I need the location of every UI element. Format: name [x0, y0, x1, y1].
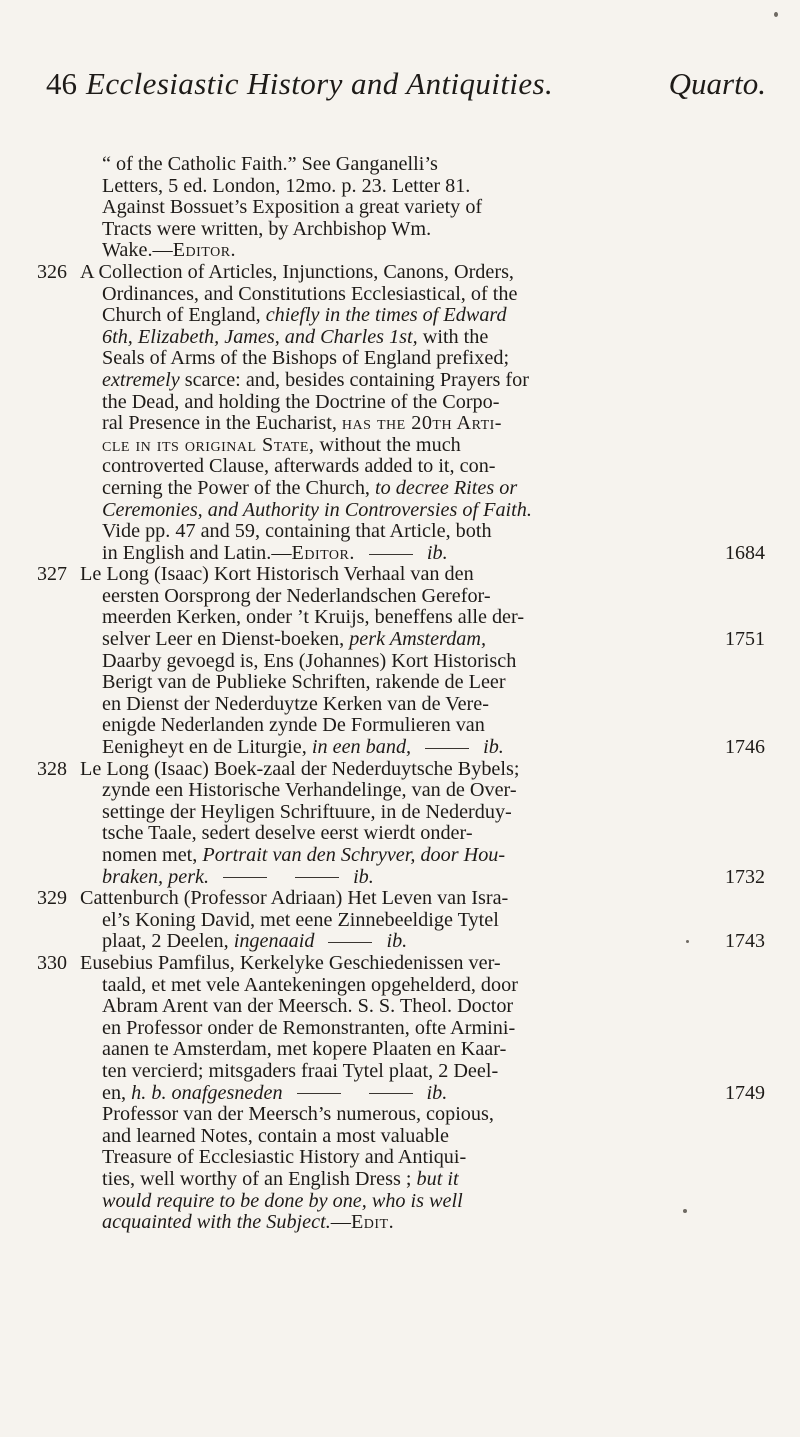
text-segment: braken, perk.	[102, 865, 210, 888]
text-segment: cerning the Power of the Church,	[102, 476, 376, 499]
text-segment: perk Amsterdam,	[349, 628, 487, 651]
text-segment: in een band,	[311, 736, 412, 759]
text-line	[0, 327, 800, 349]
text-segment: cle in its original State,	[102, 433, 315, 456]
text-line	[0, 759, 800, 781]
line-text	[102, 392, 499, 414]
line-text	[102, 586, 491, 608]
text-line	[0, 500, 800, 522]
text-segment: ingenaaid	[233, 930, 315, 953]
line-text	[102, 478, 517, 500]
text-segment: en Professor onder de Remonstranten, ofte Armini-	[102, 1016, 516, 1039]
line-text	[102, 435, 461, 457]
text-segment: with the	[417, 325, 489, 348]
text-segment: 6th, Elizabeth, James, and Charles 1st,	[102, 325, 418, 348]
text-segment: nomen met,	[102, 844, 203, 866]
text-segment: ib.	[386, 930, 408, 953]
entry-number: 328	[37, 757, 67, 780]
text-segment: tsche Taale, sedert deselve eerst wierdt onder-	[102, 822, 473, 845]
entry-number: 329	[37, 887, 67, 910]
text-segment: Berigt van de Publieke Schriften, rakende de Leer	[102, 671, 506, 694]
line-text	[80, 564, 474, 586]
text-segment: the Dead, and holding the Doctrine of the Corpo-	[102, 390, 500, 413]
line-text	[80, 759, 519, 781]
text-line	[0, 1018, 800, 1040]
line-text	[102, 780, 517, 802]
text-segment: ties, well worthy of an English Dress ;	[102, 1167, 417, 1190]
line-text	[102, 1191, 463, 1213]
text-segment: enigde Nederlanden zynde De Formulieren van	[102, 714, 485, 737]
text-segment: ten vercierd; mitsgaders fraai Tytel plaat, 2 Deel-	[102, 1059, 499, 1082]
line-text	[102, 521, 492, 543]
text-segment: plaat, 2 Deelen,	[102, 930, 234, 953]
line-text	[102, 1061, 498, 1083]
text-line	[0, 370, 800, 392]
text-segment: —	[330, 1211, 351, 1234]
text-segment: Editor.	[291, 541, 355, 564]
line-text	[102, 823, 473, 845]
text-segment: selver Leer en Dienst-boeken,	[102, 628, 350, 651]
line-text	[102, 651, 516, 673]
line-text	[102, 413, 502, 435]
text-segment: ib.	[426, 1081, 448, 1104]
line-text	[102, 1018, 515, 1040]
catalogue-entries	[0, 154, 800, 1234]
text-segment: Edit.	[350, 1211, 395, 1234]
text-line	[0, 780, 800, 802]
entry-number: 330	[37, 951, 67, 974]
text-line	[0, 1039, 800, 1061]
text-segment: Vide pp. 47 and 59, containing that Article, both	[102, 520, 492, 543]
text-segment: Tracts were written, by Archbishop Wm.	[102, 217, 432, 240]
text-line	[0, 672, 800, 694]
entry-number: 327	[37, 563, 67, 586]
text-line	[0, 867, 800, 889]
text-segment: would require to be done by one, who is well	[102, 1189, 463, 1212]
text-segment: “ of the Catholic Faith.” See Ganganelli’s	[102, 153, 438, 175]
text-segment: Le Long (Isaac) Kort Historisch Verhaal van den	[80, 563, 474, 586]
text-segment: to decree Rites or	[375, 476, 518, 499]
running-title: Ecclesiastic History and Antiquities.	[86, 66, 554, 101]
line-text	[102, 1039, 506, 1061]
text-segment: Wake.—	[102, 239, 173, 262]
text-segment: without the much	[314, 433, 461, 456]
line-text	[102, 672, 506, 694]
line-text	[102, 931, 407, 953]
text-line	[0, 413, 800, 435]
text-line	[0, 888, 800, 910]
text-line	[0, 521, 800, 543]
line-text	[102, 154, 438, 176]
rule-dash	[369, 554, 413, 555]
line-text	[102, 715, 485, 737]
line-text	[102, 500, 532, 522]
text-line	[0, 564, 800, 586]
text-segment: Ceremonies, and Authority in Controversies of Faith.	[102, 498, 532, 521]
text-segment: ib.	[483, 736, 504, 759]
line-text	[102, 1169, 459, 1191]
line-text	[102, 284, 517, 306]
text-line	[0, 1212, 800, 1234]
text-line	[0, 823, 800, 845]
text-segment: el’s Koning David, met eene Zinnebeeldige Tytel	[102, 908, 499, 931]
text-segment: scarce: and, besides containing Prayers for	[179, 368, 529, 391]
text-segment: ib.	[353, 865, 374, 888]
line-text	[80, 262, 514, 284]
text-segment: acquainted with the Subject.	[102, 1211, 331, 1234]
text-line	[0, 435, 800, 457]
text-line	[0, 953, 800, 975]
text-segment: settinge der Heyligen Schriftuure, in de Nederduy-	[102, 800, 512, 823]
text-segment: in English and Latin.—	[102, 541, 292, 564]
text-segment: Church of England,	[102, 304, 266, 327]
text-segment: h. b. onafgesneden	[131, 1081, 283, 1104]
text-line	[0, 456, 800, 478]
text-line	[0, 737, 800, 759]
text-line	[0, 284, 800, 306]
line-text	[102, 867, 374, 889]
line-text	[102, 910, 499, 932]
margin-speck	[774, 12, 778, 17]
text-segment: chiefly in the times of Edward	[265, 304, 507, 327]
text-segment: eersten Oorsprong der Nederlandschen Gerefor-	[102, 584, 491, 607]
rule-dash	[369, 1093, 413, 1094]
text-segment: ral Presence in the Eucharist,	[102, 412, 342, 435]
rule-dash	[295, 877, 339, 878]
line-text	[102, 240, 236, 262]
text-segment: meerden Kerken, onder ’t Kruijs, beneffens alle der-	[102, 606, 525, 629]
entry-date: 1743	[725, 930, 765, 953]
text-segment: Eusebius Pamfilus, Kerkelyke Geschiedenissen ver-	[80, 951, 501, 974]
text-line	[0, 1169, 800, 1191]
text-segment: Professor van der Meersch’s numerous, copious,	[102, 1103, 494, 1126]
text-line	[0, 651, 800, 673]
text-line	[0, 240, 800, 262]
margin-speck	[683, 1209, 687, 1213]
text-segment: Cattenburch (Professor Adriaan) Het Leven van Isra-	[80, 887, 509, 910]
text-line	[0, 1126, 800, 1148]
text-segment: controverted Clause, afterwards added to it, con-	[102, 455, 496, 478]
text-segment: and learned Notes, contain a most valuable	[102, 1124, 449, 1147]
text-line	[0, 1061, 800, 1083]
text-segment: but it	[416, 1167, 459, 1190]
rule-dash	[223, 877, 267, 878]
entry-date: 1751	[725, 628, 765, 651]
line-text	[102, 219, 431, 241]
line-text	[102, 996, 513, 1018]
text-line	[0, 996, 800, 1018]
text-segment: Le Long (Isaac) Boek-zaal der Nederduytsche Bybels;	[80, 757, 520, 780]
text-line	[0, 607, 800, 629]
text-line	[0, 1083, 800, 1105]
line-text	[102, 802, 512, 824]
text-segment: Treasure of Ecclesiastic History and Antiqui-	[102, 1146, 467, 1169]
rule-dash	[328, 942, 372, 943]
line-text	[102, 975, 518, 997]
text-segment: A Collection of Articles, Injunctions, Canons, Orders,	[80, 260, 514, 283]
entry-date: 1746	[725, 736, 765, 759]
text-line	[0, 910, 800, 932]
text-line	[0, 348, 800, 370]
text-line	[0, 154, 800, 176]
line-text	[102, 305, 507, 327]
text-segment: ib.	[426, 541, 448, 564]
line-text	[102, 607, 524, 629]
text-segment: Editor.	[172, 239, 237, 262]
text-segment: Eenigheyt en de Liturgie,	[102, 736, 312, 759]
text-segment: Daarby gevoegd is, Ens (Johannes) Kort Historisch	[102, 649, 517, 672]
line-text	[80, 888, 508, 910]
text-segment: Against Bossuet’s Exposition a great variety of	[102, 196, 483, 219]
line-text	[80, 953, 501, 975]
text-line	[0, 694, 800, 716]
running-header	[46, 60, 766, 110]
text-line	[0, 975, 800, 997]
text-segment: extremely	[102, 368, 180, 391]
text-line	[0, 262, 800, 284]
text-line	[0, 197, 800, 219]
text-line	[0, 845, 800, 867]
line-text	[102, 694, 489, 716]
entry-date: 1732	[725, 865, 765, 888]
entry-date: 1749	[725, 1081, 765, 1104]
text-segment: Ordinances, and Constitutions Ecclesiastical, of the	[102, 282, 518, 305]
text-line	[0, 1191, 800, 1213]
text-line	[0, 543, 800, 565]
format-label: Quarto.	[668, 66, 766, 101]
line-text	[102, 1212, 394, 1234]
text-segment: aanen te Amsterdam, met kopere Plaaten en Kaar-	[102, 1038, 507, 1061]
line-text	[102, 1147, 466, 1169]
page-number: 46	[46, 66, 77, 101]
line-text	[102, 1083, 447, 1105]
line-text	[102, 456, 496, 478]
text-line	[0, 629, 800, 651]
line-text	[102, 845, 505, 867]
text-line	[0, 305, 800, 327]
text-line	[0, 1147, 800, 1169]
text-segment: Seals of Arms of the Bishops of England prefixed;	[102, 347, 510, 370]
line-text	[102, 543, 448, 565]
line-text	[102, 348, 509, 370]
entry-date: 1684	[725, 541, 765, 564]
text-segment: has the 20th Arti-	[341, 412, 503, 435]
text-line	[0, 392, 800, 414]
text-segment: Portrait van den Schryver, door Hou-	[202, 844, 506, 866]
rule-dash	[297, 1093, 341, 1094]
line-text	[102, 370, 529, 392]
line-text	[102, 1104, 494, 1126]
rule-dash	[425, 748, 469, 749]
line-text	[102, 1126, 449, 1148]
text-segment: Letters, 5 ed. London, 12mo. p. 23. Letter 81.	[102, 174, 471, 197]
line-text	[102, 629, 486, 651]
text-line	[0, 802, 800, 824]
text-line	[0, 478, 800, 500]
text-segment: en,	[102, 1081, 132, 1104]
margin-speck	[686, 940, 689, 943]
line-text	[102, 737, 504, 759]
text-segment: zynde een Historische Verhandelinge, van de Over-	[102, 779, 517, 802]
text-segment: taald, et met vele Aantekeningen opgehelderd, door	[102, 973, 518, 996]
line-text	[102, 176, 470, 198]
text-segment: en Dienst der Nederduytze Kerken van de Vere-	[102, 692, 489, 715]
text-line	[0, 715, 800, 737]
text-line	[0, 586, 800, 608]
line-text	[102, 327, 488, 349]
text-line	[0, 219, 800, 241]
line-text	[102, 197, 482, 219]
text-segment: Abram Arent van der Meersch. S. S. Theol. Doctor	[102, 995, 514, 1018]
text-line	[0, 176, 800, 198]
text-line	[0, 931, 800, 953]
text-line	[0, 1104, 800, 1126]
entry-number: 326	[37, 260, 67, 283]
